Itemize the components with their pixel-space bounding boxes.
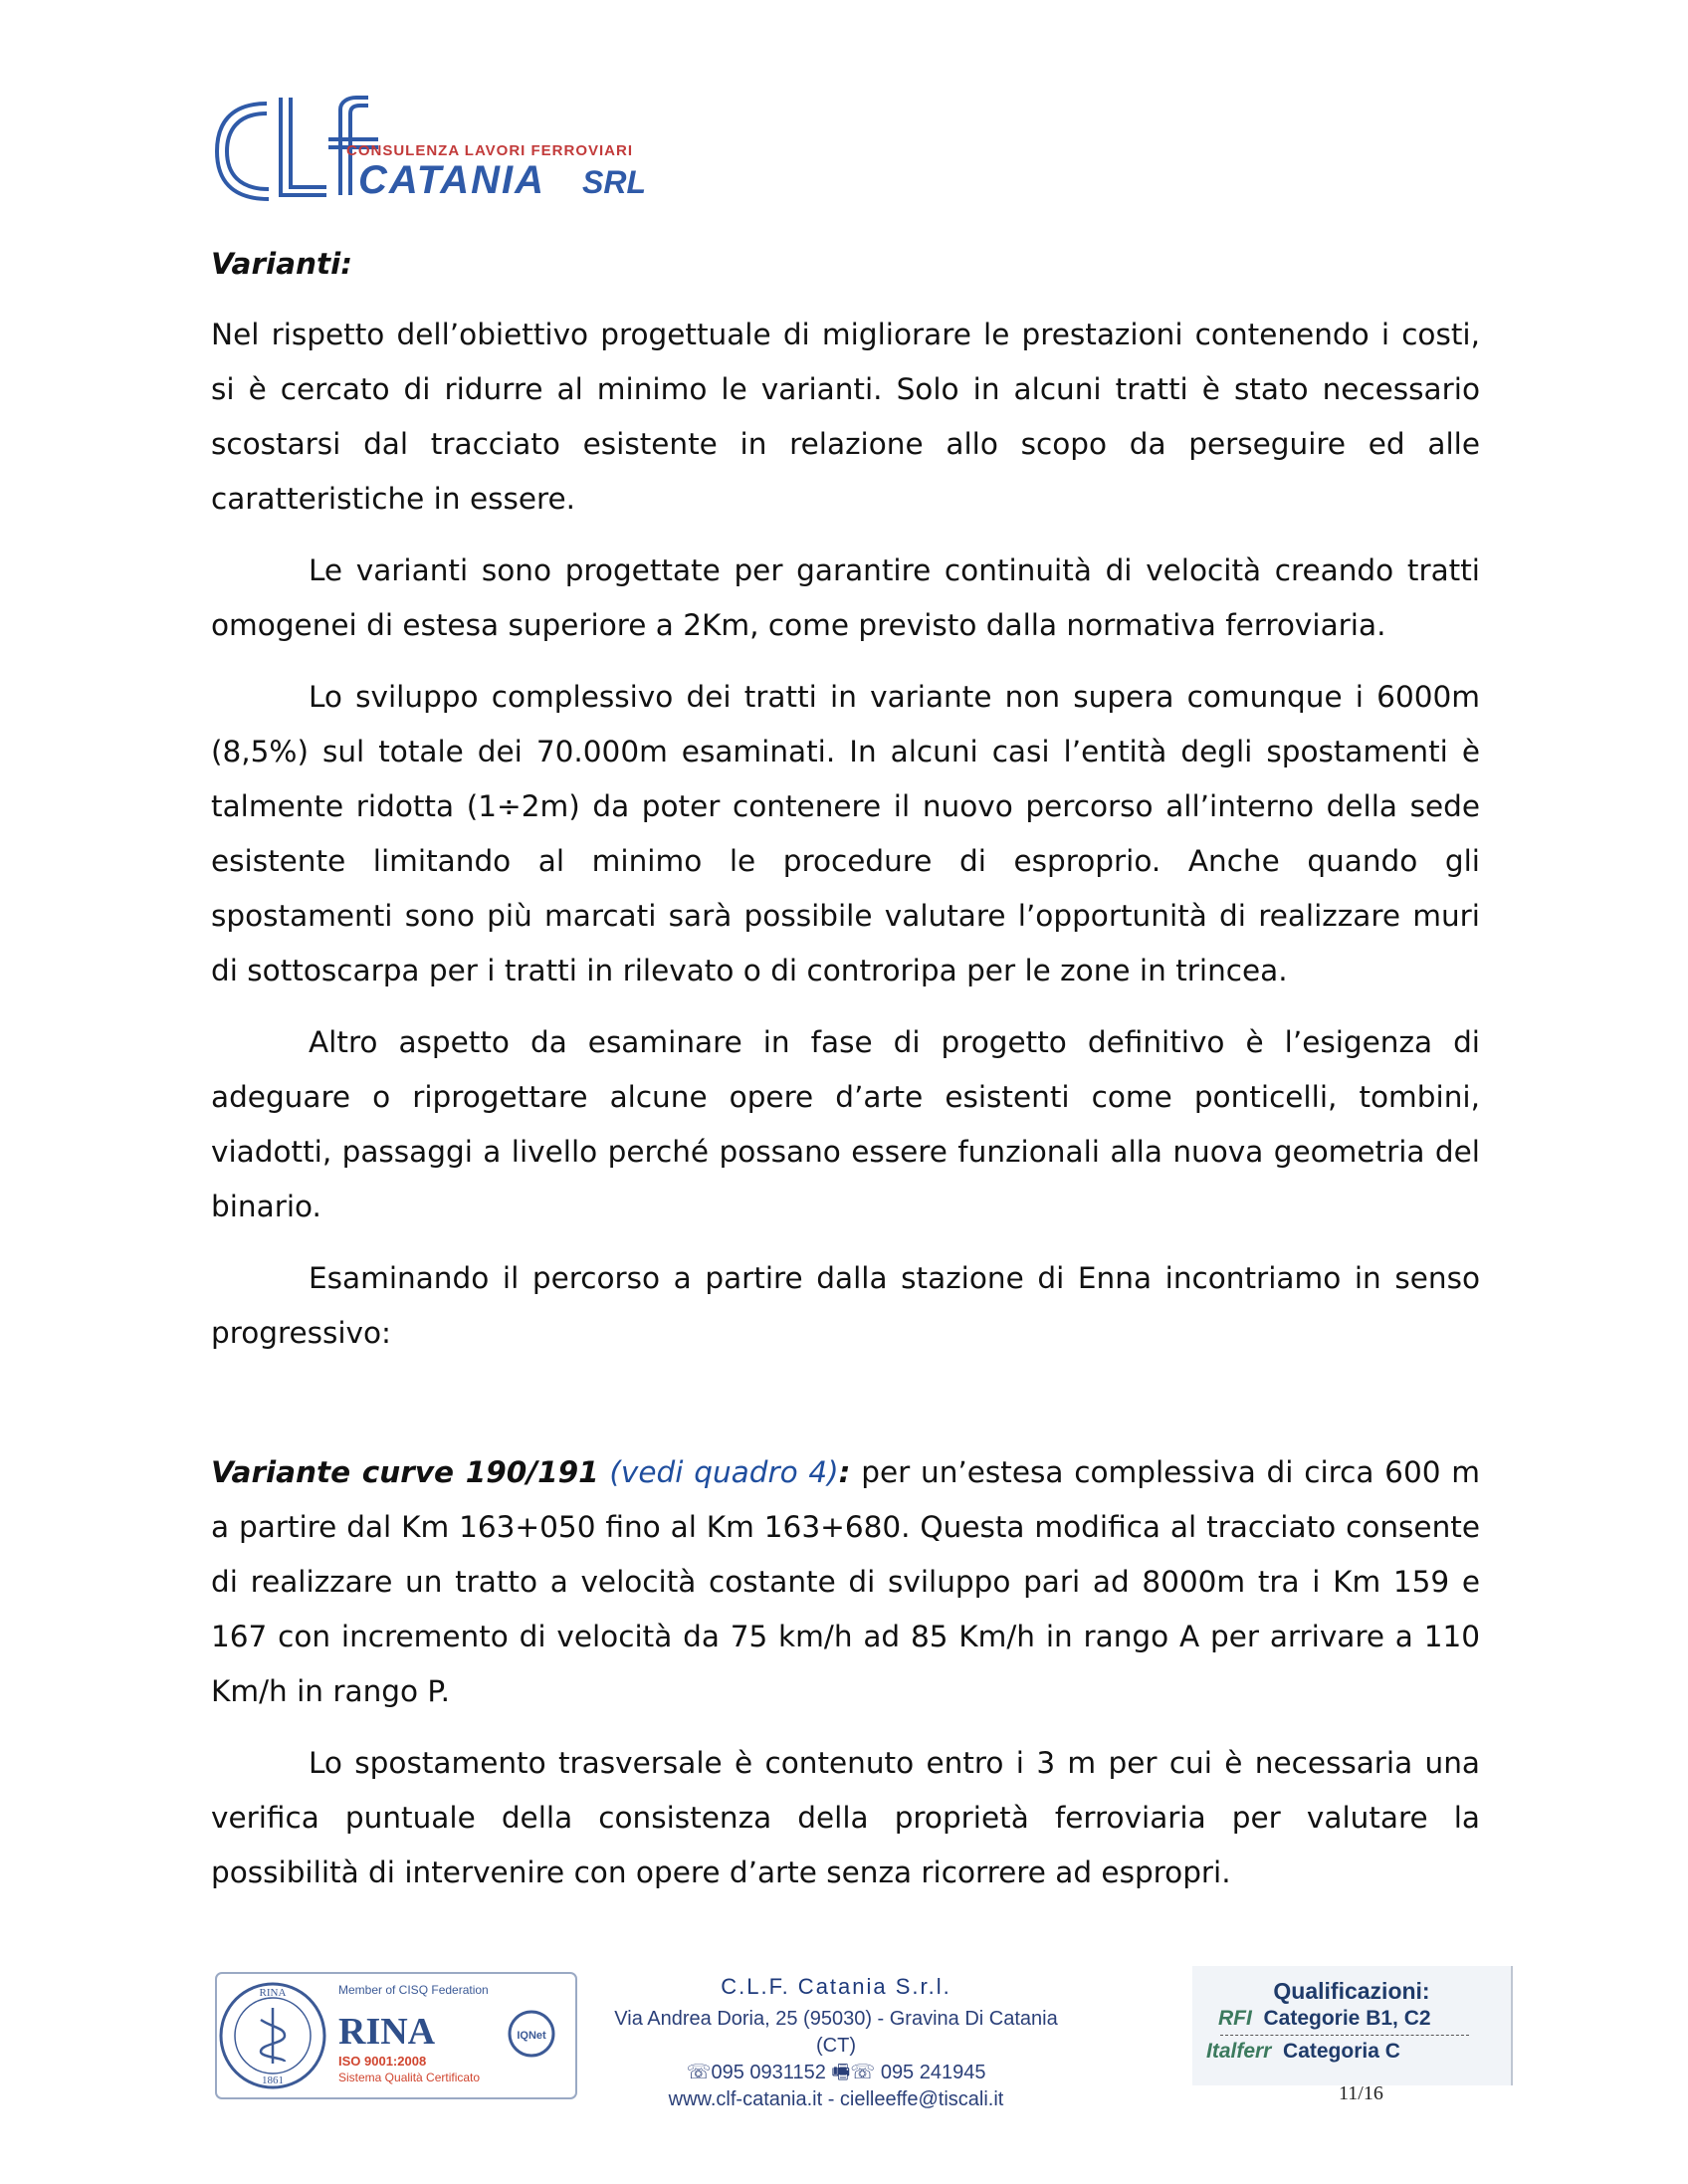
variante-text: per un’estesa complessiva di circa 600 m a partire dal Km 163+050 fino al Km 163+680. Questa modifica al tracciato consente di realizzare un tratto a velocità costante di sviluppo pari ad 8000m tra i Km 159 e 167 con incremento di velocità da 75 km/h ad 85 Km/h in rango A per arrivare a 110 Km/h in rango P.: [211, 1455, 1480, 1708]
paragraph-5: Esaminando il percorso a partire dalla stazione di Enna incontriamo in senso progressivo:: [211, 1261, 1480, 1350]
seal-year: 1861: [262, 2075, 284, 2086]
page-footer: [209, 1966, 1503, 2110]
rfi-label: RFI: [1218, 2007, 1252, 2030]
rina-member-text: Member of CISQ Federation: [338, 1983, 489, 1997]
section-heading: Varianti:: [211, 247, 353, 281]
paragraph-variante: [211, 1445, 1480, 1719]
paragraph-7: Lo spostamento trasversale è contenuto entro i 3 m per cui è necessaria una verifica puntuale della consistenza della proprietà ferroviaria per valutare la possibilità di intervenire con opere d’arte senza ricorrere ad espropri.: [211, 1746, 1480, 1889]
rina-iso: ISO 9001:2008: [338, 2054, 427, 2069]
rina-name: RINA: [338, 2011, 436, 2053]
qualification-rfi: [1218, 2007, 1511, 2031]
paragraph-4: Altro aspetto da esaminare in fase di progetto definitivo è l’esigenza di adeguare o riprogettare alcune opere d’arte esistenti come ponticelli, tombini, viadotti, passaggi a livello perché possano essere funzionali alla nuova geometria del binario.: [211, 1025, 1480, 1223]
logo-line3: SRL: [582, 164, 646, 200]
variante-reference: (vedi quadro 4): [609, 1455, 839, 1489]
variante-colon: :: [838, 1455, 851, 1489]
document-body: [211, 237, 1480, 1917]
qualifications-divider: [1220, 2035, 1469, 2036]
qualifications-box: [1192, 1966, 1513, 2085]
page-number: 11/16: [1339, 2082, 1383, 2104]
iqnet-label: IQNet: [517, 2030, 546, 2042]
company-info: [597, 1974, 1075, 2113]
qualification-italferr: [1206, 2040, 1511, 2064]
paragraph-1: Nel rispetto dell’obiettivo progettuale di migliorare le prestazioni contenendo i costi, si è cercato di ridurre al minimo le varianti. Solo in alcuni tratti è stato necessario scostarsi dal tracciato esistente in relazione allo scopo da perseguire ed alle caratteristiche in essere.: [211, 318, 1480, 516]
seal-top-text: RINA: [259, 1987, 287, 1999]
paragraph-3: Lo sviluppo complessivo dei tratti in variante non supera comunque i 6000m (8,5%) sul totale dei 70.000m esaminati. In alcuni casi l’entità degli spostamenti è talmente ridotta (1÷2m) da poter contenere il nuovo percorso all’interno della sede esistente limitando al minimo le procedure di esproprio. Anche quando gli spostamenti sono più marcati sarà possibile valutare l’opportunità di realizzare muri di sottoscarpa per i tratti in rilevato o di controripa per le zone in trincea.: [211, 680, 1480, 987]
rfi-categories: Categorie B1, C2: [1263, 2007, 1431, 2030]
italferr-label: Italferr: [1206, 2040, 1272, 2063]
paragraph-2: Le varianti sono progettate per garantire continuità di velocità creando tratti omogenei di estesa superiore a 2Km, come previsto dalla normativa ferroviaria.: [211, 553, 1480, 642]
rina-cert-text: Sistema Qualità Certificato: [338, 2071, 481, 2084]
company-web-email: www.clf-catania.it - cielleeffe@tiscali.it: [668, 2088, 1004, 2110]
company-address: Via Andrea Doria, 25 (95030) - Gravina Di Catania (CT): [614, 2008, 1058, 2057]
logo-line1: CONSULENZA LAVORI FERROVIARI: [346, 142, 634, 159]
qualifications-title: Qualificazioni:: [1273, 1978, 1430, 2004]
rina-certification-badge: [215, 1972, 577, 2099]
company-logo: [209, 96, 677, 205]
spacer: [211, 1378, 1480, 1445]
company-name: C.L.F. Catania S.r.l.: [721, 1974, 951, 1999]
variante-title: Variante curve 190/191: [211, 1455, 599, 1489]
company-phones: ☏095 0931152 🖷☏ 095 241945: [686, 2062, 986, 2083]
italferr-category: Categoria C: [1283, 2040, 1400, 2063]
logo-line2: CATANIA: [358, 158, 546, 202]
